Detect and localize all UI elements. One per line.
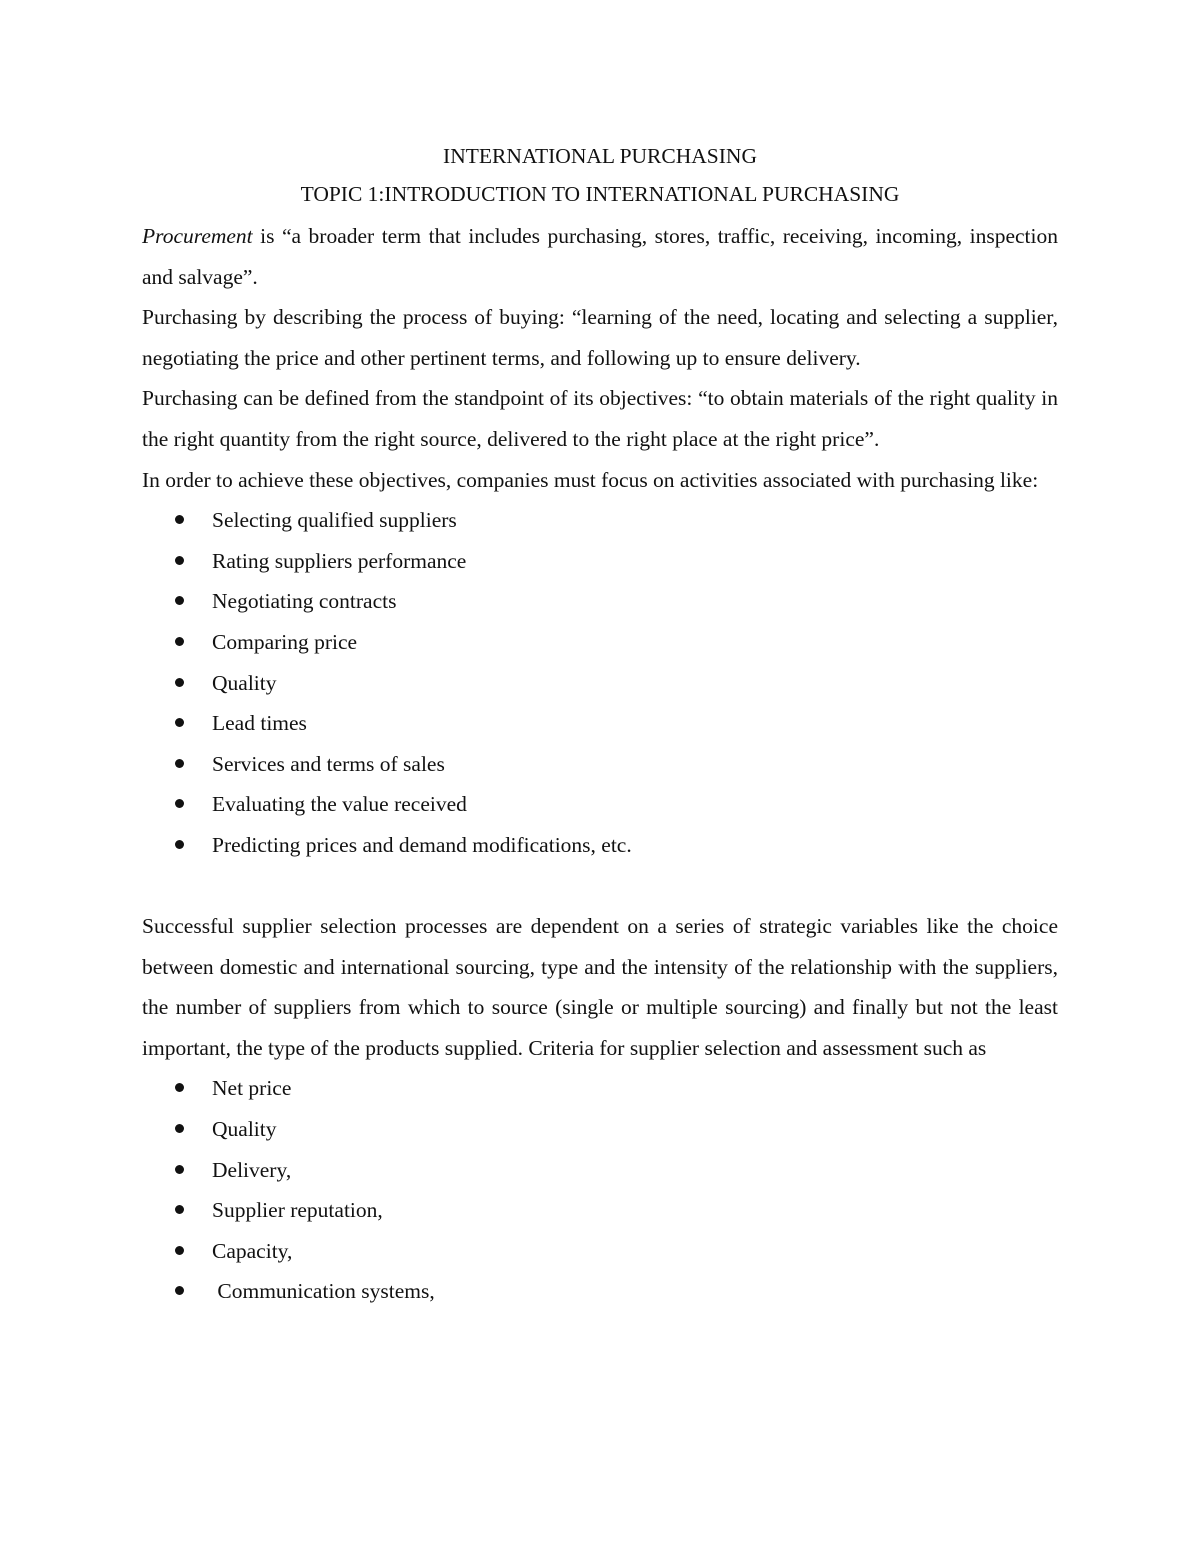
bullet-icon bbox=[175, 840, 184, 849]
bullet-icon bbox=[175, 678, 184, 687]
criteria-list bbox=[142, 1068, 1058, 1312]
list-item: Capacity, bbox=[142, 1231, 1058, 1272]
buying-paragraph: Purchasing by describing the process of buying: “learning of the need, locating and selecting a supplier, negotiating the price and other pertinent terms, and following up to ensure delivery. bbox=[142, 305, 1058, 370]
bullet-icon bbox=[175, 759, 184, 768]
list-item: Quality bbox=[142, 1109, 1058, 1150]
list-item: Evaluating the value received bbox=[142, 784, 1058, 825]
objectives-paragraph: Purchasing can be defined from the standpoint of its objectives: “to obtain materials of the right quality in the right quantity from the right source, delivered to the right place at the right price”. bbox=[142, 386, 1058, 451]
list-item: Selecting qualified suppliers bbox=[142, 500, 1058, 541]
bullet-icon bbox=[175, 556, 184, 565]
bullet-icon bbox=[175, 1286, 184, 1295]
bullet-icon bbox=[175, 718, 184, 727]
document-body bbox=[142, 138, 1058, 1312]
bullet-icon bbox=[175, 1165, 184, 1174]
activities-intro-paragraph: In order to achieve these objectives, companies must focus on activities associated with purchasing like: bbox=[142, 467, 1039, 492]
list-item: Communication systems, bbox=[142, 1271, 1058, 1312]
list-item: Quality bbox=[142, 663, 1058, 704]
bullet-icon bbox=[175, 596, 184, 605]
document-title: INTERNATIONAL PURCHASING bbox=[443, 144, 757, 168]
selection-paragraph: Successful supplier selection processes are dependent on a series of strategic variables like the choice between domestic and international sourcing, type and the intensity of the relationship with the suppliers, the number of suppliers from which to source (single or multiple sourcing) and finally but not the least important, the type of the products supplied. Criteria for supplier selection and assessment such as bbox=[142, 914, 1058, 1060]
bullet-icon bbox=[175, 1205, 184, 1214]
bullet-icon bbox=[175, 1246, 184, 1255]
paragraph-spacer bbox=[142, 866, 1058, 907]
list-item: Rating suppliers performance bbox=[142, 541, 1058, 582]
list-item: Comparing price bbox=[142, 622, 1058, 663]
list-item: Services and terms of sales bbox=[142, 744, 1058, 785]
activities-list bbox=[142, 500, 1058, 865]
procurement-term: Procurement bbox=[142, 224, 253, 248]
bullet-icon bbox=[175, 1083, 184, 1092]
procurement-definition: is “a broader term that includes purchasing, stores, traffic, receiving, incoming, inspection and salvage”. bbox=[142, 224, 1058, 289]
list-item: Lead times bbox=[142, 703, 1058, 744]
bullet-icon bbox=[175, 799, 184, 808]
bullet-icon bbox=[175, 515, 184, 524]
list-item: Supplier reputation, bbox=[142, 1190, 1058, 1231]
bullet-icon bbox=[175, 637, 184, 646]
list-item: Predicting prices and demand modifications, etc. bbox=[142, 825, 1058, 866]
list-item: Delivery, bbox=[142, 1150, 1058, 1191]
list-item: Net price bbox=[142, 1068, 1058, 1109]
topic-heading: TOPIC 1:INTRODUCTION TO INTERNATIONAL PURCHASING bbox=[300, 182, 900, 206]
procurement-paragraph bbox=[142, 216, 1058, 297]
list-item: Negotiating contracts bbox=[142, 581, 1058, 622]
bullet-icon bbox=[175, 1124, 184, 1133]
